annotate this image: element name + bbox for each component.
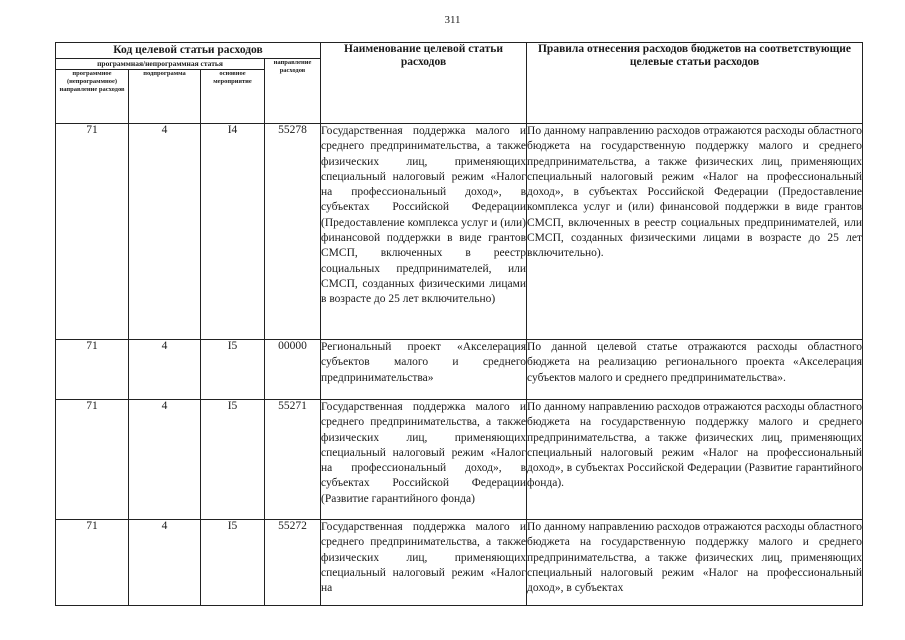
rules-cell: По данной целевой статье отражаются расходы областного бюджета на реализацию регионального проекта «Акселерация субъектов малого и среднего предпринимательства». <box>527 340 863 400</box>
subprogram-cell: 4 <box>129 124 201 340</box>
budget-code-table <box>55 42 863 606</box>
subprogram-cell: 4 <box>129 400 201 520</box>
program-header: программное (непрограммное) направление расходов <box>56 70 129 124</box>
name-cell: Государственная поддержка малого и среднего предпринимательства, а также физических лиц, применяющих специальный налоговый режим «Налог на <box>321 520 527 606</box>
rules-cell: По данному направлению расходов отражаются расходы областного бюджета на государственную поддержку малого и среднего предпринимательства, а также физических лиц, применяющих специальный налоговый режим «Налог на профессиональный доход», в субъектах Российской Федерации (Развитие гарантийного фонда). <box>527 400 863 520</box>
direction-cell: 55271 <box>265 400 321 520</box>
name-cell: Региональный проект «Акселерация субъектов малого и среднего предпринимательства» <box>321 340 527 400</box>
table-row <box>56 520 863 606</box>
subprogram-header: подпрограмма <box>129 70 201 124</box>
program-cell: 71 <box>56 400 129 520</box>
subprogram-cell: 4 <box>129 520 201 606</box>
code-header: Код целевой статьи расходов <box>56 43 321 59</box>
subprogram-cell: 4 <box>129 340 201 400</box>
name-cell: Государственная поддержка малого и среднего предпринимательства, а также физических лиц, применяющих специальный налоговый режим «Налог на профессиональный доход», в субъектах Российской Федерации (Развитие гарантийного фонда) <box>321 400 527 520</box>
name-cell: Государственная поддержка малого и среднего предпринимательства, а также физических лиц, применяющих специальный налоговый режим «Налог на профессиональный доход», в субъектах Российской Федерации (Предоставление комплекса услуг и (или) финансовой поддержки в виде грантов СМСП, включенных в реестр социальных предпринимателей, или СМСП, созданных физическими лицами в возрасте до 25 лет включительно) <box>321 124 527 340</box>
direction-header: направление расходов <box>265 59 321 124</box>
direction-cell: 55272 <box>265 520 321 606</box>
rules-cell: По данному направлению расходов отражаются расходы областного бюджета на государственную поддержку малого и среднего предпринимательства, а также физических лиц, применяющих специальный налоговый режим «Налог на профессиональный доход», в субъектах <box>527 520 863 606</box>
rules-cell: По данному направлению расходов отражаются расходы областного бюджета на государственную поддержку малого и среднего предпринимательства, а также физических лиц, применяющих специальный налоговый режим «Налог на профессиональный доход», в субъектах Российской Федерации (Предоставление комплекса услуг и (или) финансовой поддержки в виде грантов СМСП, включенных в реестр социальных предпринимателей, или СМСП, созданных физическими лицами в возрасте до 25 лет включительно). <box>527 124 863 340</box>
direction-cell: 00000 <box>265 340 321 400</box>
event-header: основное мероприятие <box>201 70 265 124</box>
name-header: Наименование целевой статьи расходов <box>321 43 527 124</box>
event-cell: I4 <box>201 124 265 340</box>
table-row <box>56 124 863 340</box>
program-group-header: программная/непрограммная статья <box>56 59 265 70</box>
rules-header: Правила отнесения расходов бюджетов на соответствующие целевые статьи расходов <box>527 43 863 124</box>
table-row <box>56 340 863 400</box>
program-cell: 71 <box>56 520 129 606</box>
event-cell: I5 <box>201 340 265 400</box>
table-row <box>56 400 863 520</box>
page-number: 311 <box>444 14 461 26</box>
event-cell: I5 <box>201 520 265 606</box>
event-cell: I5 <box>201 400 265 520</box>
program-cell: 71 <box>56 124 129 340</box>
program-cell: 71 <box>56 340 129 400</box>
direction-cell: 55278 <box>265 124 321 340</box>
